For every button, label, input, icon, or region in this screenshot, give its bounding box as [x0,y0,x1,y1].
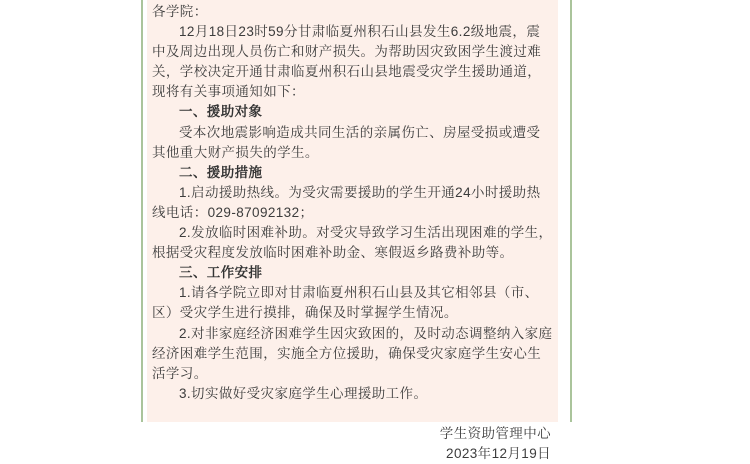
section-3-paragraph-psych: 3.切实做好受灾家庭学生心理援助工作。 [179,385,428,401]
section-heading-1: 一、援助对象 [179,104,263,120]
section-heading-2: 二、援助措施 [179,164,263,180]
salutation: 各学院： [152,4,208,19]
section-2-paragraph-hotline: 1.启动援助热线。为受灾需要援助的学生开通24小时援助热线电话：029-87092132； [152,184,541,220]
intro-paragraph: 12月18日23时59分甘肃临夏州积石山县发生6.2级地震，震中及周边出现人员伤亡和财产损失。为帮助因灾致困学生渡过难关，学校决定开通甘肃临夏州积石山县地震受灾学生援助通道，现将有关事项通知如下： [152,24,542,100]
signature: 学生资助管理中心 [439,425,551,441]
section-heading-3: 三、工作安排 [179,265,263,281]
section-3-paragraph-survey: 1.请各学院立即对甘肃临夏州积石山县及其它相邻县（市、区）受灾学生进行摸排，确保及时掌握学生情况。 [152,285,539,321]
notice-column [141,0,572,462]
blank-line [152,404,553,424]
section-2-paragraph-subsidy: 2.发放临时困难补助。对受灾导致学习生活出现困难的学生，根据受灾程度发放临时困难补助金、寒假返乡路费补助等。 [152,225,553,261]
signature-date: 2023年12月19日 [446,446,551,462]
section-1-paragraph: 受本次地震影响造成共同生活的亲属伤亡、房屋受损或遭受其他重大财产损失的学生。 [152,124,541,160]
section-3-paragraph-adjust: 2.对非家庭经济困难学生因灾致困的，及时动态调整纳入家庭经济困难学生范围，实施全方位援助，确保受灾家庭学生安心生活学习。 [152,325,553,381]
notice-body [147,0,558,462]
